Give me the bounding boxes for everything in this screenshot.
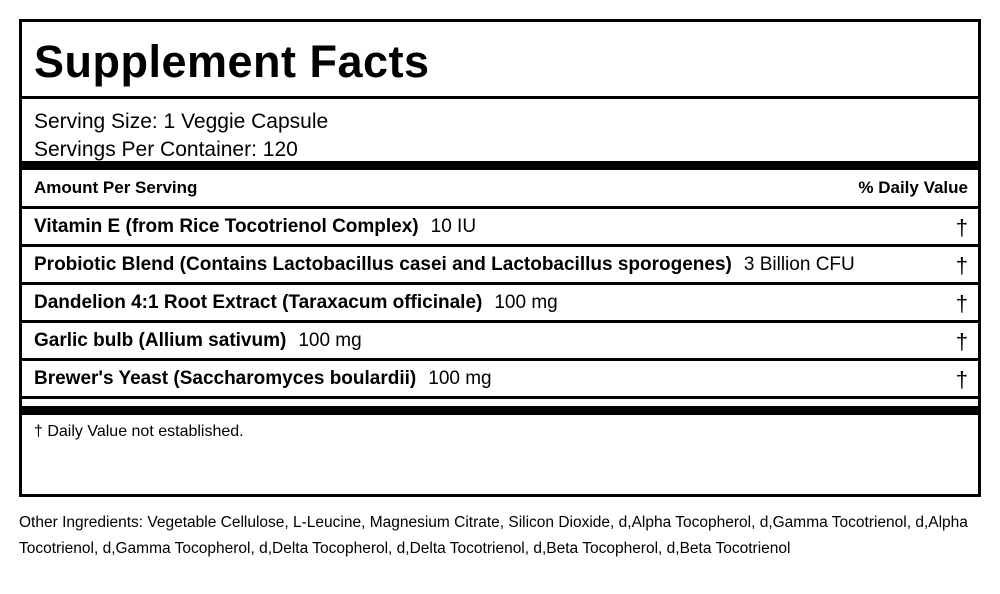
table-row: [22, 361, 978, 399]
nutrient-amount: 3 Billion CFU: [743, 253, 855, 275]
servings-per-container: Servings Per Container: 120: [34, 138, 298, 161]
panel-title: Supplement Facts: [22, 22, 978, 99]
table-row: [22, 285, 978, 323]
daily-value-mark: †: [955, 215, 968, 240]
serving-size: Serving Size: 1 Veggie Capsule: [34, 110, 329, 133]
nutrient-amount: 100 mg: [428, 367, 492, 389]
nutrient-name: Dandelion 4:1 Root Extract (Taraxacum officinale): [34, 291, 483, 313]
table-row: [22, 247, 978, 285]
table-header: [22, 170, 978, 209]
table-row: [22, 209, 978, 247]
table-spacer: [22, 399, 978, 406]
nutrient-name: Brewer's Yeast (Saccharomyces boulardii): [34, 367, 417, 389]
nutrient-amount: 10 IU: [430, 215, 477, 237]
nutrient-amount: 100 mg: [494, 291, 558, 313]
footnote: † Daily Value not established.: [34, 423, 244, 440]
thick-divider: [22, 406, 978, 415]
other-ingredients: Other Ingredients: Vegetable Cellulose, L-Leucine, Magnesium Citrate, Silicon Dioxide, d,Alpha Tocopherol, d,Gamma Tocotrienol, d,Alpha Tocotrienol, d,Gamma Tocopherol, d,Delta Tocopherol, d,Delta Tocotrienol, d,Beta Tocopherol, d,Beta Tocotrienol: [19, 514, 968, 557]
daily-value-mark: †: [955, 253, 968, 278]
supplement-facts-panel: [19, 19, 981, 497]
daily-value-mark: †: [955, 329, 968, 354]
amount-per-serving-header: Amount Per Serving: [34, 178, 198, 197]
nutrient-name: Probiotic Blend (Contains Lactobacillus casei and Lactobacillus sporogenes): [34, 253, 732, 275]
daily-value-header: % Daily Value: [858, 178, 968, 197]
daily-value-mark: †: [955, 367, 968, 392]
table-row: [22, 323, 978, 361]
nutrient-amount: 100 mg: [298, 329, 362, 351]
daily-value-mark: †: [955, 291, 968, 316]
nutrient-name: Garlic bulb (Allium sativum): [34, 329, 287, 351]
serving-info: [22, 99, 978, 170]
nutrient-name: Vitamin E (from Rice Tocotrienol Complex): [34, 215, 419, 237]
